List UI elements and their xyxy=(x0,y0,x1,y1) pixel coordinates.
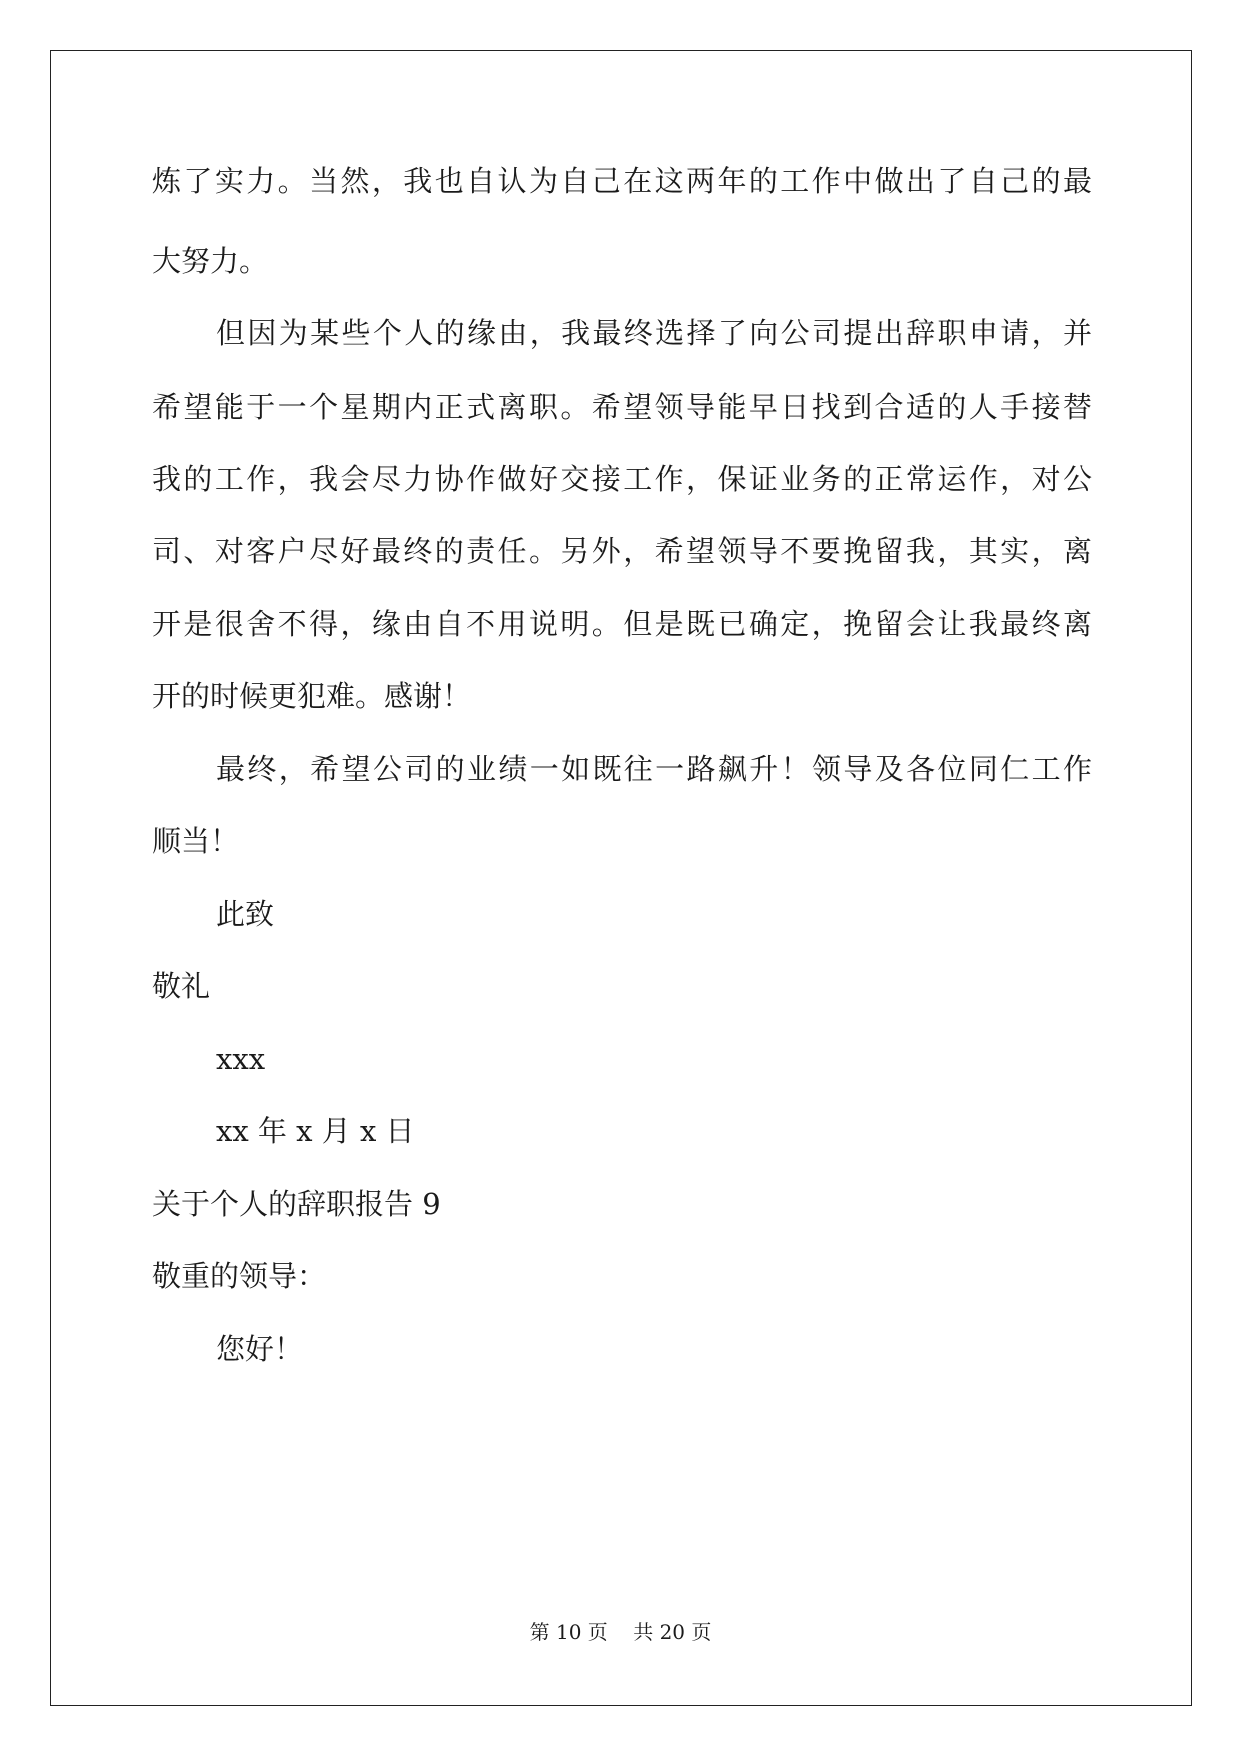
paragraph-line: 炼了实力。当然，我也自认为自己在这两年的工作中做出了自己的最 xyxy=(152,164,1092,198)
paragraph-line: 顺当！ xyxy=(152,824,240,858)
paragraph-line: 开是很舍不得，缘由自不用说明。但是既已确定，挽留会让我最终离 xyxy=(152,607,1092,641)
page-footer xyxy=(0,1620,1241,1644)
signature-name: xxx xyxy=(216,1042,266,1076)
page-total: 共 20 页 xyxy=(633,1620,712,1644)
page-border xyxy=(50,50,1192,1706)
paragraph-line: 大努力。 xyxy=(152,244,269,278)
greeting-line: 您好！ xyxy=(216,1332,304,1366)
greeting-addressee: 敬重的领导： xyxy=(152,1259,327,1293)
signature-date: xx 年 x 月 x 日 xyxy=(216,1114,415,1148)
page-number: 第 10 页 xyxy=(529,1620,608,1644)
paragraph-line: 司、对客户尽好最终的责任。另外，希望领导不要挽留我，其实，离 xyxy=(152,534,1092,568)
footer-spacer xyxy=(608,1620,633,1644)
paragraph-line: 最终，希望公司的业绩一如既往一路飙升！领导及各位同仁工作 xyxy=(216,752,1092,786)
paragraph-line: 我的工作，我会尽力协作做好交接工作，保证业务的正常运作，对公 xyxy=(152,462,1092,496)
closing-regards: 敬礼 xyxy=(152,969,211,1003)
paragraph-line: 希望能于一个星期内正式离职。希望领导能早日找到合适的人手接替 xyxy=(152,390,1092,424)
section-title: 关于个人的辞职报告 9 xyxy=(152,1187,441,1221)
closing-salutation: 此致 xyxy=(216,897,275,931)
paragraph-line: 开的时候更犯难。感谢！ xyxy=(152,679,472,713)
paragraph-line: 但因为某些个人的缘由，我最终选择了向公司提出辞职申请，并 xyxy=(216,316,1092,350)
